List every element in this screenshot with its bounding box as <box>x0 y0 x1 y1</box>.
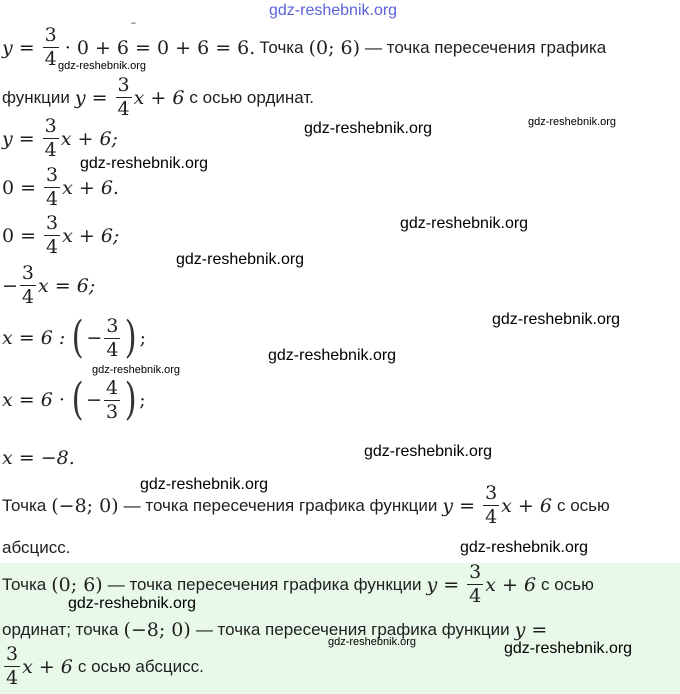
watermark: gdz-reshebnik.org <box>92 364 181 376</box>
minus-sign: − <box>86 327 103 349</box>
denominator: 3 <box>105 400 119 423</box>
equals-sign: = <box>91 86 108 109</box>
expression: x = 6 · <box>2 389 65 411</box>
denominator: 4 <box>46 188 59 210</box>
expression: x + 6 <box>22 655 73 678</box>
numerator: 3 <box>21 262 35 284</box>
watermark: gdz-reshebnik.org <box>268 347 397 364</box>
text: с осью ординат. <box>189 87 314 107</box>
fraction <box>483 484 499 527</box>
fraction <box>44 166 60 209</box>
fraction <box>104 314 120 361</box>
solution-line-11 <box>2 538 70 558</box>
text: Точка <box>259 37 304 57</box>
expression: x + 6. <box>62 176 119 199</box>
denominator: 4 <box>6 667 19 689</box>
numerator: 3 <box>117 74 130 96</box>
denominator: 4 <box>485 506 498 528</box>
var-y: y <box>514 619 526 641</box>
watermark: gdz-reshebnik.org <box>460 539 589 556</box>
text: — точка пересечения графика функции <box>107 574 422 594</box>
numerator: 3 <box>44 115 57 137</box>
expression: x + 6 <box>485 573 537 596</box>
denominator: 4 <box>106 338 119 361</box>
watermark-top: gdz-reshebnik.org <box>269 2 398 19</box>
text: — точка пересечения графика функции <box>123 495 438 515</box>
open-paren: ( <box>71 312 84 363</box>
fraction <box>43 26 59 69</box>
solution-line-7 <box>2 312 147 363</box>
text: ординат; точка <box>2 620 119 639</box>
expression: x = 6; <box>38 274 96 297</box>
fraction <box>104 376 120 423</box>
watermark: gdz-reshebnik.org <box>528 116 617 128</box>
watermark: gdz-reshebnik.org <box>68 595 197 612</box>
zero: 0 <box>2 176 15 199</box>
answer-line-2 <box>2 619 547 641</box>
semicolon: ; <box>139 327 147 349</box>
solution-line-8 <box>2 374 146 425</box>
watermark: gdz-reshebnik.org <box>80 155 209 172</box>
answer-block <box>0 563 680 694</box>
minus-sign: − <box>2 274 18 297</box>
watermark: gdz-reshebnik.org <box>304 120 433 137</box>
var-y: y <box>442 494 454 517</box>
close-paren: ) <box>125 312 138 363</box>
solution-line-2 <box>2 76 314 119</box>
watermark: gdz-reshebnik.org <box>492 311 621 328</box>
denominator: 4 <box>44 139 57 161</box>
text: Точка <box>2 574 47 594</box>
equals-sign: = <box>20 224 37 247</box>
text: функции <box>2 87 70 107</box>
watermark: gdz-reshebnik.org <box>140 476 269 493</box>
expression: x + 6; <box>60 127 118 150</box>
equals-sign: = <box>459 494 476 517</box>
equals-sign: = <box>531 619 548 641</box>
result: x = −8. <box>2 447 75 469</box>
expression: · 0 + 6 = 0 + 6 = 6. <box>64 36 256 59</box>
denominator: 4 <box>117 98 130 120</box>
solution-line-9 <box>2 447 75 469</box>
numerator: 3 <box>46 164 59 186</box>
numerator: 3 <box>106 314 119 337</box>
fraction <box>20 264 36 307</box>
numerator: 3 <box>6 643 19 665</box>
denominator: 4 <box>21 286 35 308</box>
point-coords: (−8; 0) <box>123 619 191 641</box>
fraction <box>44 214 60 257</box>
text: абсцисс. <box>2 538 71 557</box>
var-y: y <box>2 36 13 59</box>
point-coords: (0; 6) <box>51 573 103 596</box>
point-coords: (−8; 0) <box>51 494 119 517</box>
numerator: 3 <box>46 212 59 234</box>
denominator: 4 <box>469 585 482 607</box>
fraction <box>43 117 59 160</box>
expression: x + 6 <box>133 86 185 109</box>
watermark: gdz-reshebnik.org <box>364 443 493 460</box>
solution-line-5 <box>2 214 119 257</box>
equals-sign: = <box>20 176 37 199</box>
close-paren: ) <box>124 374 137 425</box>
watermark: gdz-reshebnik.org <box>400 215 529 232</box>
denominator: 4 <box>44 48 57 70</box>
numerator: 3 <box>485 482 498 504</box>
answer-line-3 <box>2 645 204 688</box>
text: с осью <box>541 574 594 594</box>
text: — точка пересечения графика функции <box>195 620 510 639</box>
numerator: 4 <box>105 376 119 399</box>
minus-sign: − <box>86 389 102 411</box>
point-coords: (0; 6) <box>308 36 361 59</box>
numerator: 3 <box>469 561 482 583</box>
fraction <box>116 76 132 119</box>
text: — точка пересечения графика <box>365 37 607 57</box>
fraction <box>4 645 20 688</box>
solution-line-6 <box>2 264 95 307</box>
open-paren: ( <box>71 374 84 425</box>
equals-sign: = <box>18 127 35 150</box>
equals-sign: = <box>443 573 460 596</box>
denominator: 4 <box>46 236 59 258</box>
semicolon: ; <box>139 389 146 411</box>
expression: x + 6; <box>62 224 120 247</box>
text: с осью абсцисс. <box>77 656 204 676</box>
solution-line-10 <box>2 484 610 527</box>
watermark: gdz-reshebnik.org <box>328 636 417 648</box>
equals-sign: = <box>18 36 35 59</box>
text: Точка <box>2 495 47 515</box>
expression: x + 6 <box>501 494 552 517</box>
var-y: y <box>74 86 86 109</box>
expression: x = 6 : <box>2 327 66 349</box>
text: с осью <box>556 495 610 515</box>
numerator: 3 <box>44 24 57 46</box>
var-y: y <box>426 573 438 596</box>
solution-line-3 <box>2 117 118 160</box>
fraction <box>467 563 483 606</box>
watermark: gdz-reshebnik.org <box>504 640 633 657</box>
zero: 0 <box>2 224 15 247</box>
watermark: gdz-reshebnik.org <box>58 60 147 72</box>
watermark: gdz-reshebnik.org <box>176 251 305 268</box>
var-y: y <box>2 127 13 150</box>
